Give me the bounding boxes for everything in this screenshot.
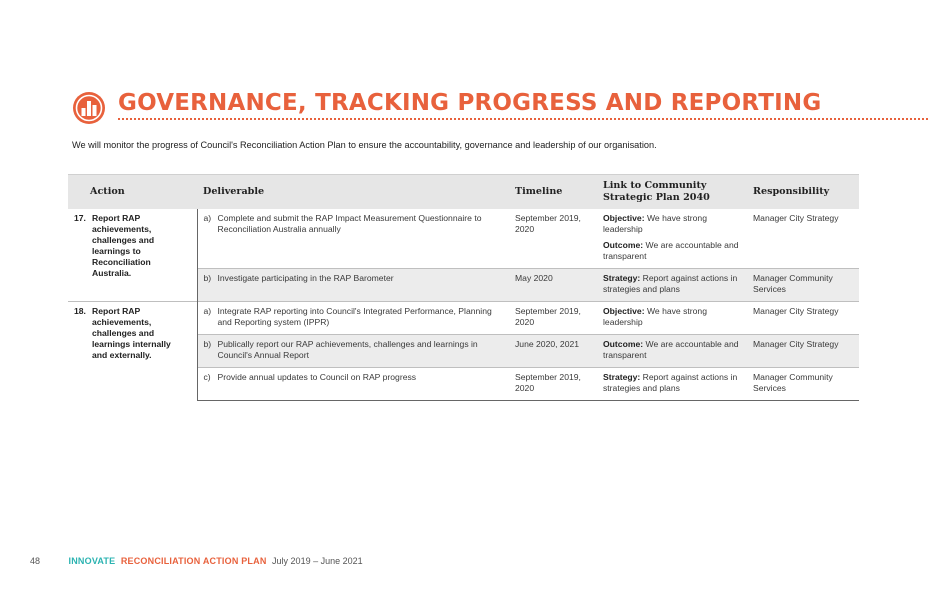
timeline-cell: September 2019, 2020 [515,213,581,234]
deliverable-cell [197,302,509,335]
timeline-cell: June 2020, 2021 [509,335,597,368]
footer-keyword-innovate: INNOVATE [68,556,116,566]
action-number: 18. [74,306,86,316]
deliverable-letter: c) [203,372,211,382]
page-title: GOVERNANCE, TRACKING PROGRESS AND REPORTING [118,90,822,116]
action-number: 17. [74,213,86,223]
link-label: Outcome: [603,240,644,250]
timeline-cell: September 2019, 2020 [509,368,597,401]
link-text: We have strong leadership [603,306,707,327]
header-responsibility: Responsibility [747,175,859,210]
page-header [72,88,928,124]
deliverable-cell [197,335,509,368]
link-text: Report against actions in strategies and plans [603,372,738,393]
header-timeline: Timeline [509,175,597,210]
deliverable-letter: a) [203,213,212,223]
deliverable-text: Provide annual updates to Council on RAP progress [217,372,417,382]
deliverable-letter: b) [203,339,212,349]
timeline-cell: May 2020 [509,269,597,302]
action-cell [68,209,197,302]
deliverable-cell [197,209,509,269]
responsibility-cell: Manager Community Services [747,269,859,302]
deliverable-letter: a) [203,306,212,316]
footer-period: July 2019 – June 2021 [272,556,363,566]
link-label: Outcome: [603,339,644,349]
header-link: Link to Community Strategic Plan 2040 [597,175,747,210]
link-label: Strategy: [603,372,641,382]
header-action: Action [68,175,197,210]
link-cell [597,368,747,401]
link-cell [597,209,747,269]
table-row [68,302,859,335]
page-footer [30,556,363,566]
table-header-row [68,175,859,210]
action-cell [68,302,197,401]
link-cell [597,269,747,302]
link-label: Objective: [603,213,645,223]
link-text: Report against actions in strategies and plans [603,273,738,294]
action-text: Report RAP achievements, challenges and learnings to Reconciliation Australia. [92,213,155,278]
action-text: Report RAP achievements, challenges and learnings internally and externally. [92,306,171,360]
deliverable-cell [197,368,509,401]
deliverable-cell [197,269,509,302]
link-cell [597,302,747,335]
link-cell [597,335,747,368]
responsibility-cell: Manager Community Services [747,368,859,401]
title-divider [118,118,928,120]
header-deliverable: Deliverable [197,175,509,210]
link-label: Objective: [603,306,645,316]
link-text: We are accountable and transparent [603,339,739,360]
deliverable-letter: b) [203,273,212,283]
link-text: We have strong leadership [603,213,707,234]
table-row [68,209,859,269]
deliverable-text: Complete and submit the RAP Impact Measurement Questionnaire to Reconciliation Australia annually [217,213,482,234]
footer-keyword-rap: RECONCILIATION ACTION PLAN [120,556,267,566]
bar-chart-circle-icon [72,91,106,125]
responsibility-cell: Manager City Strategy [747,335,859,368]
deliverable-text: Investigate participating in the RAP Barometer [217,273,394,283]
intro-text: We will monitor the progress of Council's Reconciliation Action Plan to ensure the accountability, governance and leadership of our organisation. [72,140,657,150]
timeline-cell: September 2019, 2020 [509,302,597,335]
deliverable-text: Publically report our RAP achievements, challenges and learnings in Council's Annual Report [217,339,478,360]
page-number: 48 [30,556,41,566]
responsibility-cell: Manager City Strategy [747,302,859,335]
rap-table [68,174,859,401]
deliverable-text: Integrate RAP reporting into Council's Integrated Performance, Planning and Reporting system (IPPR) [217,306,492,327]
link-label: Strategy: [603,273,641,283]
responsibility-cell: Manager City Strategy [753,213,839,223]
link-text: We are accountable and transparent [603,240,739,261]
